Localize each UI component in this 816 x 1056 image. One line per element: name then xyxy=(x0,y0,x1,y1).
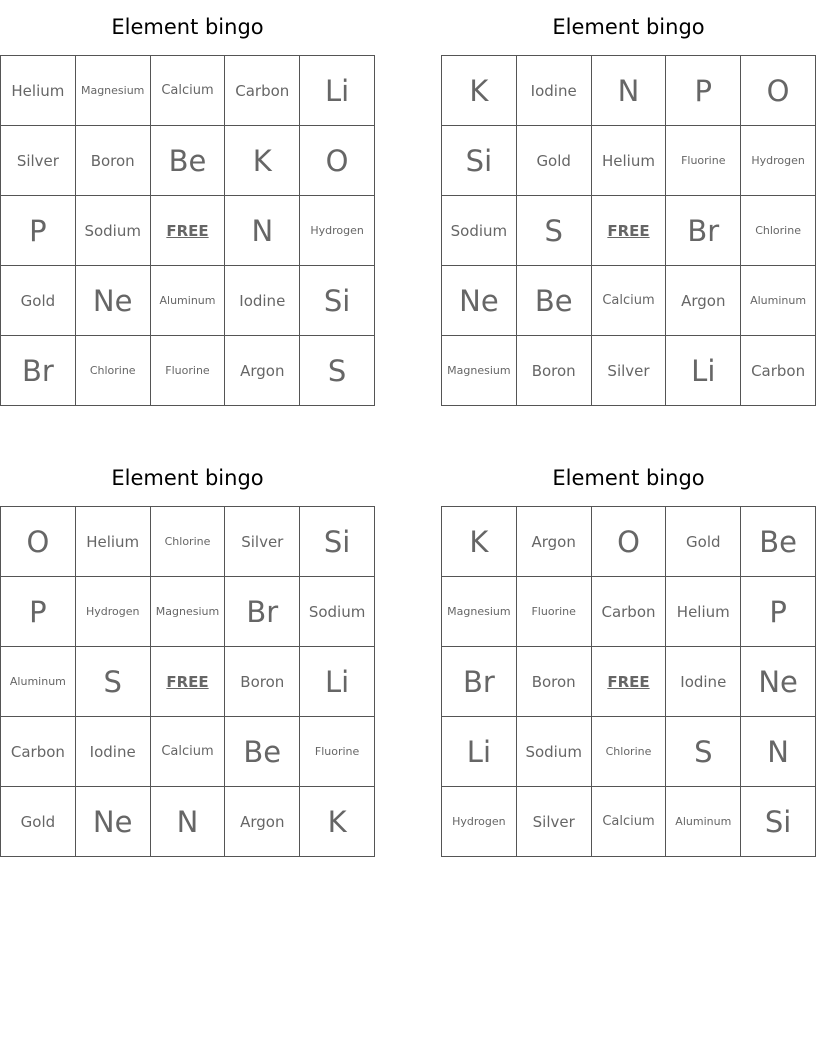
bingo-cell: Argon xyxy=(666,266,741,336)
bingo-cell: Sodium xyxy=(300,577,375,647)
bingo-cell: Si xyxy=(300,507,375,577)
bingo-cell: Carbon xyxy=(1,717,76,787)
bingo-cell: Argon xyxy=(517,507,592,577)
bingo-cell: Br xyxy=(225,577,300,647)
bingo-cell: Helium xyxy=(592,126,667,196)
bingo-cell: Li xyxy=(442,717,517,787)
bingo-cell: S xyxy=(666,717,741,787)
bingo-cell: Argon xyxy=(225,787,300,857)
bingo-cell: P xyxy=(741,577,816,647)
bingo-cell: N xyxy=(225,196,300,266)
bingo-cell: S xyxy=(76,647,151,717)
bingo-cell: Si xyxy=(300,266,375,336)
bingo-cell: Boron xyxy=(517,336,592,406)
bingo-cell: Iodine xyxy=(517,56,592,126)
bingo-cell: Gold xyxy=(1,787,76,857)
free-space: FREE xyxy=(151,196,226,266)
card-title: Element bingo xyxy=(111,15,264,39)
bingo-cell: Silver xyxy=(592,336,667,406)
bingo-cell: K xyxy=(225,126,300,196)
bingo-cell: Iodine xyxy=(666,647,741,717)
bingo-grid xyxy=(441,506,816,857)
bingo-cell: Chlorine xyxy=(151,507,226,577)
bingo-cell: Magnesium xyxy=(442,336,517,406)
bingo-cell: Calcium xyxy=(592,787,667,857)
bingo-cell: Chlorine xyxy=(592,717,667,787)
bingo-cell: Be xyxy=(517,266,592,336)
card-title: Element bingo xyxy=(552,15,705,39)
bingo-cell: Sodium xyxy=(442,196,517,266)
bingo-cell: Magnesium xyxy=(442,577,517,647)
bingo-cell: Ne xyxy=(76,787,151,857)
bingo-cell: Carbon xyxy=(741,336,816,406)
bingo-cell: S xyxy=(300,336,375,406)
bingo-card-4 xyxy=(441,451,816,857)
card-title: Element bingo xyxy=(111,466,264,490)
bingo-cell: N xyxy=(741,717,816,787)
bingo-grid xyxy=(441,55,816,406)
bingo-cell: Helium xyxy=(76,507,151,577)
bingo-cell: Br xyxy=(442,647,517,717)
bingo-cell: Boron xyxy=(76,126,151,196)
bingo-cell: Be xyxy=(225,717,300,787)
bingo-cell: Hydrogen xyxy=(300,196,375,266)
bingo-cell: P xyxy=(1,196,76,266)
bingo-cell: Aluminum xyxy=(666,787,741,857)
bingo-cell: Silver xyxy=(517,787,592,857)
bingo-cell: Be xyxy=(741,507,816,577)
bingo-cell: Silver xyxy=(1,126,76,196)
bingo-cell: Ne xyxy=(442,266,517,336)
bingo-card-1 xyxy=(0,0,375,406)
bingo-grid xyxy=(0,506,375,857)
bingo-cell: Ne xyxy=(76,266,151,336)
bingo-cell: Li xyxy=(300,647,375,717)
bingo-cell: Calcium xyxy=(151,56,226,126)
bingo-cell: Aluminum xyxy=(1,647,76,717)
free-space: FREE xyxy=(592,196,667,266)
bingo-cell: Li xyxy=(666,336,741,406)
bingo-cell: Magnesium xyxy=(151,577,226,647)
bingo-cell: Carbon xyxy=(225,56,300,126)
bingo-cell: S xyxy=(517,196,592,266)
bingo-cell: Calcium xyxy=(151,717,226,787)
bingo-cell: Aluminum xyxy=(741,266,816,336)
bingo-cell: O xyxy=(1,507,76,577)
bingo-cell: K xyxy=(442,507,517,577)
bingo-cell: O xyxy=(592,507,667,577)
bingo-cell: Chlorine xyxy=(741,196,816,266)
bingo-cell: P xyxy=(666,56,741,126)
bingo-cell: Fluorine xyxy=(300,717,375,787)
bingo-cell: Carbon xyxy=(592,577,667,647)
bingo-cell: Helium xyxy=(666,577,741,647)
bingo-cell: Chlorine xyxy=(76,336,151,406)
bingo-cell: Br xyxy=(1,336,76,406)
bingo-grid xyxy=(0,55,375,406)
bingo-cell: Be xyxy=(151,126,226,196)
bingo-cell: Si xyxy=(741,787,816,857)
bingo-cell: Silver xyxy=(225,507,300,577)
bingo-cell: K xyxy=(300,787,375,857)
card-title: Element bingo xyxy=(552,466,705,490)
bingo-cell: K xyxy=(442,56,517,126)
free-space: FREE xyxy=(151,647,226,717)
bingo-cell: Hydrogen xyxy=(741,126,816,196)
bingo-cell: Fluorine xyxy=(666,126,741,196)
bingo-cell: Calcium xyxy=(592,266,667,336)
bingo-cell: Boron xyxy=(517,647,592,717)
free-space: FREE xyxy=(592,647,667,717)
bingo-card-3 xyxy=(0,451,375,857)
bingo-cell: Hydrogen xyxy=(442,787,517,857)
bingo-cell: Gold xyxy=(517,126,592,196)
bingo-cell: Argon xyxy=(225,336,300,406)
bingo-cell: Boron xyxy=(225,647,300,717)
bingo-cell: Fluorine xyxy=(517,577,592,647)
bingo-cell: Iodine xyxy=(225,266,300,336)
bingo-cell: Gold xyxy=(666,507,741,577)
bingo-cell: Sodium xyxy=(517,717,592,787)
bingo-cell: Li xyxy=(300,56,375,126)
bingo-cell: N xyxy=(592,56,667,126)
bingo-cell: Si xyxy=(442,126,517,196)
bingo-cell: Br xyxy=(666,196,741,266)
bingo-cell: Hydrogen xyxy=(76,577,151,647)
bingo-cell: Sodium xyxy=(76,196,151,266)
bingo-card-2 xyxy=(441,0,816,406)
bingo-cell: Helium xyxy=(1,56,76,126)
bingo-cell: Fluorine xyxy=(151,336,226,406)
bingo-cell: P xyxy=(1,577,76,647)
bingo-cell: Magnesium xyxy=(76,56,151,126)
bingo-cell: O xyxy=(741,56,816,126)
bingo-cell: Iodine xyxy=(76,717,151,787)
bingo-cell: O xyxy=(300,126,375,196)
bingo-cell: Gold xyxy=(1,266,76,336)
bingo-cell: Ne xyxy=(741,647,816,717)
bingo-cell: Aluminum xyxy=(151,266,226,336)
bingo-cell: N xyxy=(151,787,226,857)
